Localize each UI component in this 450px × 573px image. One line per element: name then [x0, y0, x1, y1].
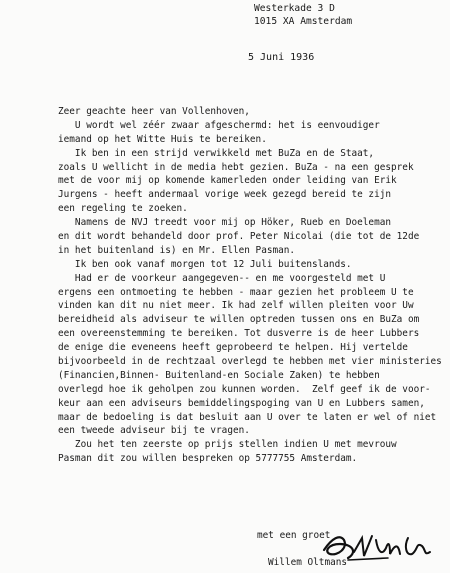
signer-name: Willem Oltmans — [268, 557, 348, 568]
letter-date: 5 Juni 1936 — [248, 52, 315, 63]
body-line: Ik ben ook vanaf morgen tot 12 Juli buitenslands. — [58, 258, 352, 270]
address-street: Westerkade 3 D — [254, 3, 335, 14]
body-line: Had er de voorkeur aangegeven-- en me voorgesteld met U — [58, 272, 386, 284]
body-line: in het buitenland is) en Mr. Ellen Pasman. — [58, 244, 296, 256]
body-line: met de voor mij op komende kamerleden onder leiding van Erik — [58, 175, 397, 187]
body-line: Ik ben in een strijd verwikkeld met BuZa en de Staat, — [58, 147, 375, 159]
letter-body — [58, 105, 446, 466]
body-line: een overeenstemming te bereiken. Tot dusverre is de heer Lubbers — [58, 328, 420, 340]
body-line: overlegd hoe ik geholpen zou kunnen worden. Zelf geef ik de voor- — [58, 383, 431, 395]
body-line: (Financien,Binnen- Buitenland-en Sociale Zaken) te hebben — [58, 369, 380, 381]
body-line: bereidheid als adviseur te willen optreden tussen ons en BuZa om — [58, 314, 420, 326]
body-line: keur aan een adviseurs bemiddelingspoging van U en Lubbers samen, — [58, 397, 425, 409]
body-line: Namens de NVJ treedt voor mij op Höker, Rueb en Doeleman — [58, 217, 392, 229]
body-line: ergens een ontmoeting te hebben - maar gezien het probleem U te — [58, 286, 414, 298]
body-line: vinden kan dit nu niet meer. Ik had zelf willen pleiten voor Uw — [58, 300, 414, 312]
body-line: maar de bedoeling is dat besluit aan U over te laten er wel of niet — [58, 411, 437, 423]
closing-greeting: met een groet — [257, 530, 331, 541]
body-line: Pasman dit zou willen bespreken op 5777755 Amsterdam. — [58, 453, 358, 465]
body-line: Zou het ten zeerste op prijs stellen indien U met mevrouw — [58, 439, 397, 451]
body-line: Jurgens - heeft andermaal vorige week gezegd bereid te zijn — [58, 189, 392, 201]
body-line: een tweede adviseur bij te vragen. — [58, 425, 250, 437]
body-line: en dit wordt behandeld door prof. Peter Nicolai (die tot de 12de — [58, 231, 420, 243]
sender-address — [254, 2, 352, 28]
body-line: bijvoorbeeld in de rechtzaal overlegd te hebben met vier ministeries — [58, 356, 442, 368]
body-line: de enige die eveneens heeft geprobeerd te helpen. Hij vertelde — [58, 342, 408, 354]
body-line: iemand op het Witte Huis te bereiken. — [58, 133, 267, 145]
body-line: zoals U wellicht in de media hebt gezien. BuZa - na een gesprek — [58, 161, 414, 173]
body-line: een regeling te zoeken. — [58, 203, 188, 215]
address-city: 1015 XA Amsterdam — [254, 16, 353, 27]
salutation: Zeer geachte heer van Vollenhoven, — [58, 106, 250, 117]
body-line: U wordt wel zéér zwaar afgeschermd: het is eenvoudiger — [58, 119, 380, 131]
